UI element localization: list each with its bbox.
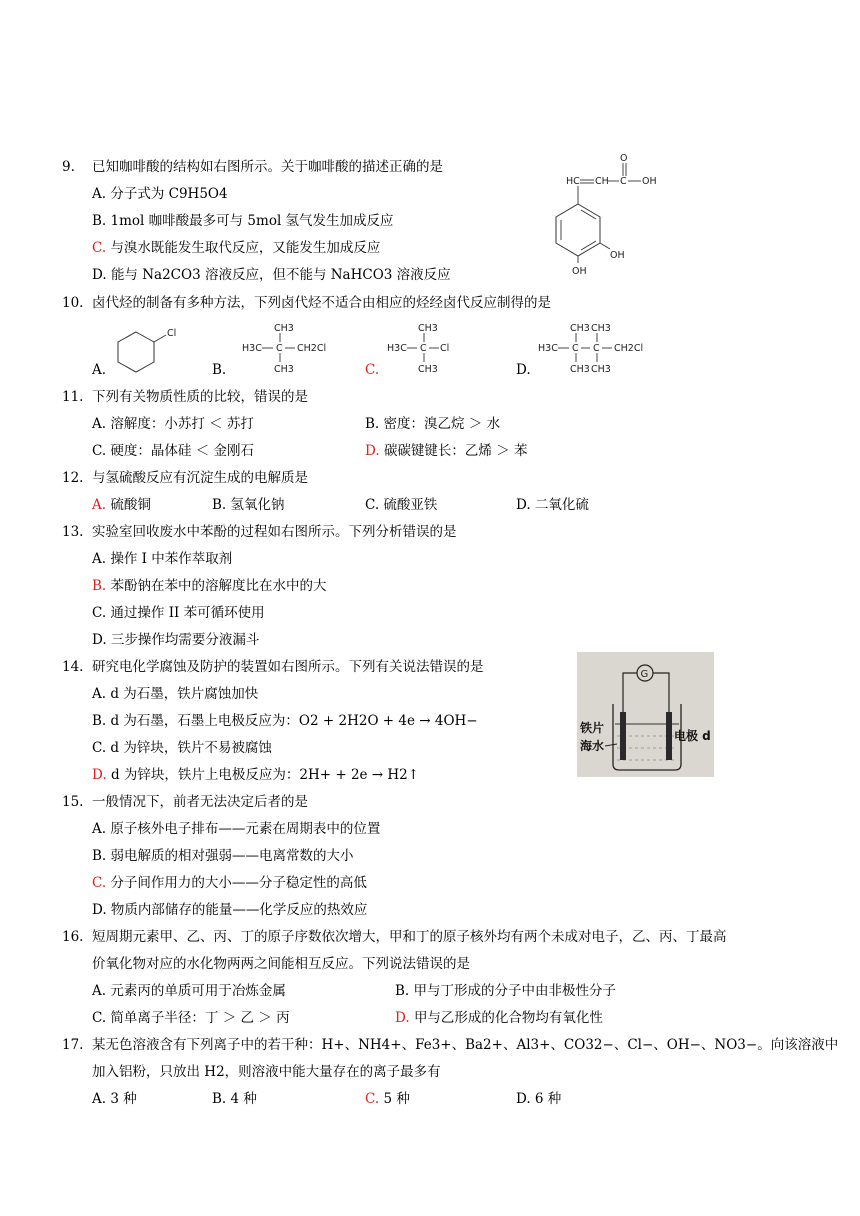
- label: CH: [595, 176, 609, 187]
- label: H3C: [242, 343, 262, 354]
- option-b: B. 4 种: [212, 1091, 257, 1107]
- answer-letter: D.: [365, 443, 380, 459]
- galvanometer-label: G: [640, 669, 649, 680]
- label: Cl: [167, 328, 177, 339]
- label: CH3: [418, 323, 438, 334]
- electrochemistry-figure: [577, 652, 714, 777]
- option-b: B. 氢氧化钠: [212, 497, 285, 513]
- option-b: B.: [212, 362, 227, 378]
- answer-letter: D.: [92, 767, 107, 783]
- option-d: D. 甲与乙形成的化合物均有氧化性: [395, 1010, 603, 1026]
- question-number: 10.: [62, 295, 84, 311]
- option-a: A. 元素丙的单质可用于冶炼金属: [92, 983, 286, 999]
- option-b: B. 弱电解质的相对强弱——电离常数的大小: [92, 848, 354, 864]
- label: CH3: [591, 364, 611, 375]
- option-a: A. 溶解度：小苏打 ＜ 苏打: [92, 416, 254, 432]
- label: CH3: [418, 364, 438, 375]
- option-d: D. d 为锌块，铁片上电极反应为：2H+ + 2e → H2↑: [92, 767, 420, 783]
- tetramethyl-chloride-structure: [536, 320, 656, 380]
- answer-letter: C.: [365, 1091, 380, 1107]
- label: CH2Cl: [297, 343, 327, 354]
- label: CH3: [274, 364, 294, 375]
- option-c: C. 简单离子半径：丁 ＞ 乙 ＞ 丙: [92, 1010, 290, 1026]
- option-b: B. 密度：溴乙烷 ＞ 水: [365, 416, 501, 432]
- electrode-label: 电极 d: [674, 729, 711, 743]
- answer-letter: C.: [92, 240, 107, 256]
- question-stem: 研究电化学腐蚀及防护的装置如右图所示。下列有关说法错误的是: [92, 659, 484, 675]
- label: OH: [572, 266, 587, 277]
- option-a: A. 3 种: [92, 1091, 137, 1107]
- answer-letter: D.: [395, 1010, 410, 1026]
- label: H3C: [538, 343, 558, 354]
- neopentyl-chloride-structure: [240, 320, 340, 380]
- answer-letter: C.: [365, 362, 380, 378]
- label: OH: [610, 250, 625, 261]
- label: OH: [642, 176, 657, 187]
- option-a: A. 操作 I 中苯作萃取剂: [92, 551, 233, 567]
- question-stem: 与氢硫酸反应有沉淀生成的电解质是: [92, 470, 308, 486]
- option-d: D. 碳碳键键长：乙烯 ＞ 苯: [365, 443, 528, 459]
- question-number: 11.: [62, 389, 84, 405]
- option-d: D.: [516, 362, 531, 378]
- label: O: [620, 153, 628, 164]
- label: C: [420, 343, 427, 354]
- question-number: 13.: [62, 524, 84, 540]
- question-number: 15.: [62, 794, 84, 810]
- option-c: C. 通过操作 II 苯可循环使用: [92, 605, 265, 621]
- question-stem-line1: 短周期元素甲、乙、丙、丁的原子序数依次增大，甲和丁的原子核外均有两个未成对电子，乙、丙、丁最高: [92, 929, 727, 945]
- caffeic-acid-structure: [548, 150, 688, 280]
- question-stem: 实验室回收废水中苯酚的过程如右图所示。下列分析错误的是: [92, 524, 457, 540]
- question-stem-line2: 价氧化物对应的水化物两两之间能相互反应。下列说法错误的是: [92, 956, 470, 972]
- question-stem: 卤代烃的制备有多种方法，下列卤代烃不适合由相应的烃经卤代反应制得的是: [92, 295, 551, 311]
- option-c: C. 分子间作用力的大小——分子稳定性的高低: [92, 875, 367, 891]
- label: C: [572, 343, 579, 354]
- label: C: [593, 343, 600, 354]
- chlorocyclohexane-structure: [112, 320, 192, 380]
- label: Cl: [440, 343, 450, 354]
- question-number: 9.: [62, 159, 75, 175]
- question-stem-line2: 加入铝粉，只放出 H2，则溶液中能大量存在的离子最多有: [92, 1064, 441, 1080]
- question-stem: 已知咖啡酸的结构如右图所示。关于咖啡酸的描述正确的是: [92, 159, 443, 175]
- label: HC: [566, 176, 580, 187]
- apparatus-drawing: [577, 652, 714, 777]
- iron-label: 铁片: [580, 721, 605, 735]
- option-d: D. 物质内部储存的能量——化学反应的热效应: [92, 902, 368, 918]
- label: CH3: [274, 323, 294, 334]
- option-b: B. 苯酚钠在苯中的溶解度比在水中的大: [92, 578, 327, 594]
- answer-letter: B.: [92, 578, 107, 594]
- option-b: B. 甲与丁形成的分子中由非极性分子: [395, 983, 617, 999]
- question-stem-line1: 某无色溶液含有下列离子中的若干种：H+、NH4+、Fe3+、Ba2+、Al3+、CO32−、Cl−、OH−、NO3−。向该溶液中: [92, 1037, 839, 1053]
- question-stem: 下列有关物质性质的比较，错误的是: [92, 389, 308, 405]
- answer-letter: C.: [92, 875, 107, 891]
- label: CH2Cl: [614, 343, 644, 354]
- question-number: 14.: [62, 659, 84, 675]
- option-b: B. d 为石墨，石墨上电极反应为：O2 + 2H2O + 4e → 4OH−: [92, 713, 478, 729]
- option-d: D. 6 种: [516, 1091, 562, 1107]
- question-number: 17.: [62, 1037, 84, 1053]
- label: CH3: [591, 323, 611, 334]
- label: C: [276, 343, 283, 354]
- label: H3C: [387, 343, 407, 354]
- option-a: A. 硫酸铜: [92, 497, 151, 513]
- seawater-label: 海水: [580, 739, 605, 753]
- option-a: A. 原子核外电子排布——元素在周期表中的位置: [92, 821, 381, 837]
- option-a: A. 分子式为 C9H5O4: [92, 186, 228, 202]
- option-a: A. d 为石墨，铁片腐蚀加快: [92, 686, 259, 702]
- option-c: C. 5 种: [365, 1091, 410, 1107]
- option-c: C. 硫酸亚铁: [365, 497, 438, 513]
- option-c: C. d 为锌块，铁片不易被腐蚀: [92, 740, 272, 756]
- option-d: D. 能与 Na2CO3 溶液反应，但不能与 NaHCO3 溶液反应: [92, 267, 451, 283]
- option-d: D. 二氧化硫: [516, 497, 589, 513]
- question-stem: 一般情况下，前者无法决定后者的是: [92, 794, 308, 810]
- option-a: A.: [92, 362, 107, 378]
- label: CH3: [570, 323, 590, 334]
- tert-butyl-chloride-structure: [385, 320, 465, 380]
- option-d: D. 三步操作均需要分液漏斗: [92, 632, 260, 648]
- option-c: C. 与溴水既能发生取代反应，又能发生加成反应: [92, 240, 381, 256]
- label: CH3: [570, 364, 590, 375]
- question-number: 16.: [62, 929, 84, 945]
- answer-letter: A.: [92, 497, 107, 513]
- label: C: [620, 176, 627, 187]
- option-c: C. 硬度：晶体硅 ＜ 金刚石: [92, 443, 255, 459]
- option-b: B. 1mol 咖啡酸最多可与 5mol 氢气发生加成反应: [92, 213, 394, 229]
- question-number: 12.: [62, 470, 84, 486]
